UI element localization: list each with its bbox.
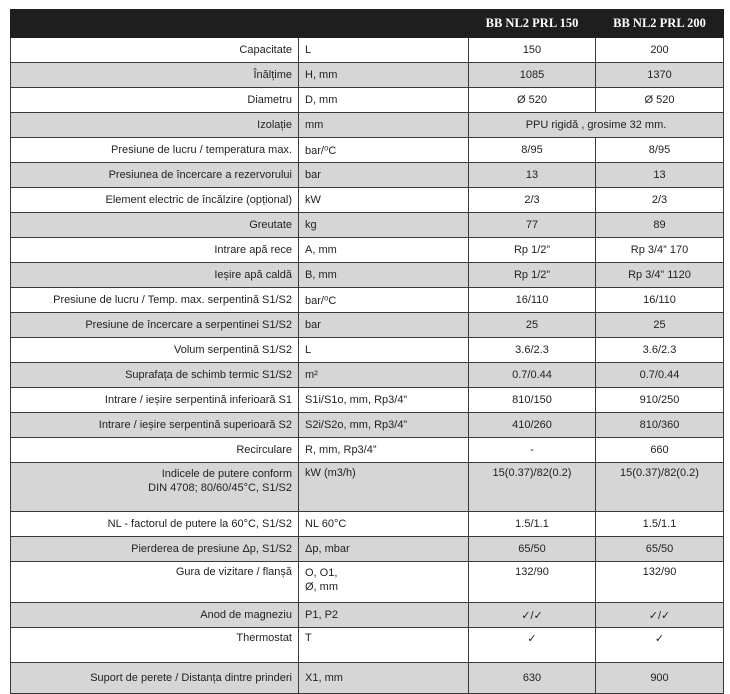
parameter-label: Pierderea de presiune Δp, S1/S2 (11, 537, 299, 562)
unit-cell: kg (299, 213, 469, 238)
parameter-label: Înălțime (11, 63, 299, 88)
value-model-150: 65/50 (469, 537, 596, 562)
parameter-label-line-1: Indicele de putere conform (161, 468, 292, 480)
parameter-label: Suprafața de schimb termic S1/S2 (11, 363, 299, 388)
table-row (11, 38, 724, 63)
value-model-150: 16/110 (469, 288, 596, 313)
unit-cell: A, mm (299, 238, 469, 263)
table-row (11, 63, 724, 88)
specification-table (10, 9, 724, 694)
value-model-150: Rp 1/2” (469, 263, 596, 288)
unit-cell: kW (m3/h) (299, 463, 469, 512)
table-row (11, 363, 724, 388)
table-row (11, 537, 724, 562)
parameter-label: Presiune de lucru / temperatura max. (11, 138, 299, 163)
value-model-150: 1.5/1.1 (469, 512, 596, 537)
value-model-200: ✓ (596, 628, 724, 663)
table-row (11, 562, 724, 603)
unit-cell: NL 60°C (299, 512, 469, 537)
parameter-label: Presiune de lucru / Temp. max. serpentină S1/S2 (11, 288, 299, 313)
table-row (11, 463, 724, 512)
value-model-200: 8/95 (596, 138, 724, 163)
table-row (11, 628, 724, 663)
value-model-150: 810/150 (469, 388, 596, 413)
table-row (11, 138, 724, 163)
unit-cell: S2i/S2o, mm, Rp3/4” (299, 413, 469, 438)
table-row (11, 413, 724, 438)
unit-cell: R, mm, Rp3/4” (299, 438, 469, 463)
header-row (11, 10, 724, 38)
value-model-200: 15(0.37)/82(0.2) (596, 463, 724, 512)
value-model-200: 2/3 (596, 188, 724, 213)
value-model-150: 8/95 (469, 138, 596, 163)
value-model-200: Rp 3/4” 170 (596, 238, 724, 263)
parameter-label: Element electric de încălzire (opțional) (11, 188, 299, 213)
parameter-label: Presiunea de încercare a rezervorului (11, 163, 299, 188)
parameter-label: Presiune de încercare a serpentinei S1/S2 (11, 313, 299, 338)
value-model-200: 660 (596, 438, 724, 463)
value-model-150: 410/260 (469, 413, 596, 438)
parameter-label: Anod de magneziu (11, 603, 299, 628)
value-model-150: 15(0.37)/82(0.2) (469, 463, 596, 512)
value-model-150: - (469, 438, 596, 463)
unit-cell: L (299, 38, 469, 63)
value-model-150: ✓ (469, 628, 596, 663)
value-model-200: ✓/✓ (596, 603, 724, 628)
value-model-150: 3.6/2.3 (469, 338, 596, 363)
unit-cell: bar/⁰C (299, 288, 469, 313)
table-row (11, 288, 724, 313)
unit-cell: bar/⁰C (299, 138, 469, 163)
table-row (11, 388, 724, 413)
value-model-150: 630 (469, 663, 596, 694)
value-model-200: 13 (596, 163, 724, 188)
header-blank (11, 10, 469, 38)
unit-cell: kW (299, 188, 469, 213)
parameter-label: Intrare / ieșire serpentină inferioară S1 (11, 388, 299, 413)
unit-cell: D, mm (299, 88, 469, 113)
value-model-200: 810/360 (596, 413, 724, 438)
parameter-label: Diametru (11, 88, 299, 113)
value-model-200: 1.5/1.1 (596, 512, 724, 537)
unit-cell: m² (299, 363, 469, 388)
parameter-label: NL - factorul de putere la 60°C, S1/S2 (11, 512, 299, 537)
value-model-150: 2/3 (469, 188, 596, 213)
table-row (11, 438, 724, 463)
table-row (11, 603, 724, 628)
value-model-150: 132/90 (469, 562, 596, 603)
table-row (11, 88, 724, 113)
unit-cell: B, mm (299, 263, 469, 288)
unit-line-2: Ø, mm (305, 581, 338, 593)
value-model-200: 1370 (596, 63, 724, 88)
value-model-200: 0.7/0.44 (596, 363, 724, 388)
value-model-150: 25 (469, 313, 596, 338)
parameter-label: Capacitate (11, 38, 299, 63)
unit-cell: Δp, mbar (299, 537, 469, 562)
unit-cell: X1, mm (299, 663, 469, 694)
value-merged: PPU rigidă , grosime 32 mm. (469, 113, 724, 138)
value-model-200: 16/110 (596, 288, 724, 313)
parameter-label: Gura de vizitare / flanșă (11, 562, 299, 603)
unit-cell: L (299, 338, 469, 363)
value-model-200: Rp 3/4” 1120 (596, 263, 724, 288)
table-row (11, 512, 724, 537)
table-row (11, 113, 724, 138)
table-row (11, 213, 724, 238)
value-model-150: Rp 1/2” (469, 238, 596, 263)
value-model-150: 13 (469, 163, 596, 188)
value-model-200: 3.6/2.3 (596, 338, 724, 363)
unit-line-1: O, O1, (305, 567, 338, 579)
value-model-150: 150 (469, 38, 596, 63)
parameter-label: Volum serpentină S1/S2 (11, 338, 299, 363)
value-model-150: 1085 (469, 63, 596, 88)
table-row (11, 163, 724, 188)
table-row (11, 338, 724, 363)
unit-cell: T (299, 628, 469, 663)
unit-cell: H, mm (299, 63, 469, 88)
parameter-label: Suport de perete / Distanța dintre prinderi (11, 663, 299, 694)
table-row (11, 263, 724, 288)
parameter-label: Recirculare (11, 438, 299, 463)
parameter-label: Ieșire apă caldă (11, 263, 299, 288)
column-header-model-150: BB NL2 PRL 150 (469, 10, 596, 38)
value-model-200: 89 (596, 213, 724, 238)
table-row (11, 188, 724, 213)
parameter-label: Izolație (11, 113, 299, 138)
table-row (11, 238, 724, 263)
unit-cell: mm (299, 113, 469, 138)
value-model-200: 200 (596, 38, 724, 63)
parameter-label: Thermostat (11, 628, 299, 663)
parameter-label: Greutate (11, 213, 299, 238)
parameter-label-line-2: DIN 4708; 80/60/45°C, S1/S2 (148, 482, 292, 494)
unit-cell (299, 562, 469, 603)
value-model-150: Ø 520 (469, 88, 596, 113)
unit-cell: bar (299, 163, 469, 188)
value-model-200: 132/90 (596, 562, 724, 603)
parameter-label: Intrare / ieșire serpentină superioară S2 (11, 413, 299, 438)
value-model-200: Ø 520 (596, 88, 724, 113)
parameter-label (11, 463, 299, 512)
unit-cell: S1i/S1o, mm, Rp3/4” (299, 388, 469, 413)
value-model-150: ✓/✓ (469, 603, 596, 628)
value-model-150: 0.7/0.44 (469, 363, 596, 388)
value-model-150: 77 (469, 213, 596, 238)
table-row (11, 313, 724, 338)
column-header-model-200: BB NL2 PRL 200 (596, 10, 724, 38)
table-row (11, 663, 724, 694)
unit-cell: bar (299, 313, 469, 338)
value-model-200: 25 (596, 313, 724, 338)
unit-cell: P1, P2 (299, 603, 469, 628)
value-model-200: 910/250 (596, 388, 724, 413)
parameter-label: Intrare apă rece (11, 238, 299, 263)
value-model-200: 900 (596, 663, 724, 694)
value-model-200: 65/50 (596, 537, 724, 562)
